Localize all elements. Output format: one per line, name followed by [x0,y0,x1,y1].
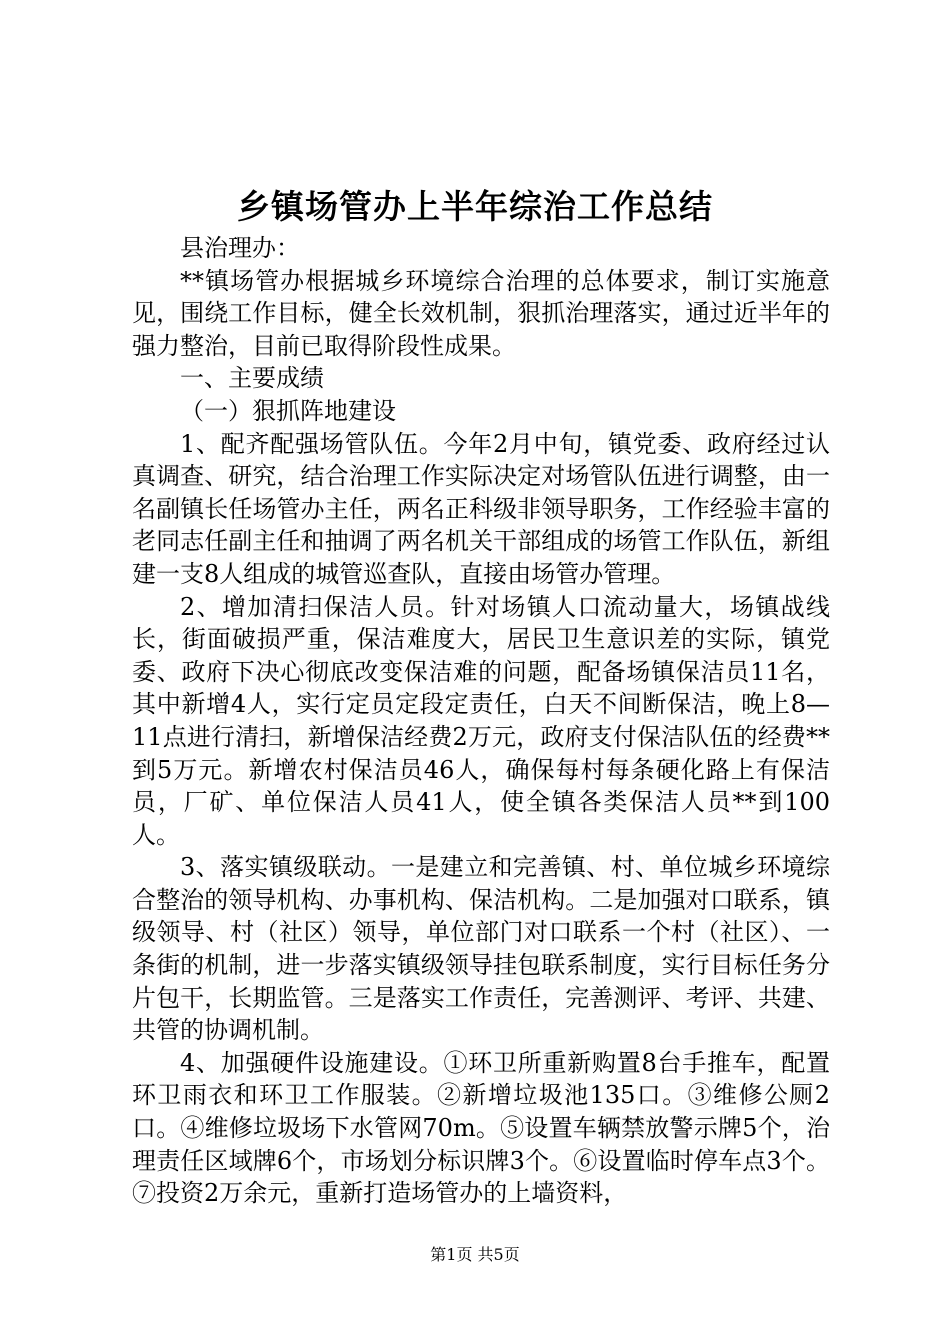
document-title: 乡镇场管办上半年综治工作总结 [237,187,713,226]
body-paragraph: 3、落实镇级联动。一是建立和完善镇、村、单位城乡环境综合整治的领导机构、办事机构、保洁机构。二是加强对口联系，镇级领导、村（社区）领导，单位部门对口联系一个村（社区）、一条街的机制，进一步落实镇级领导挂包联系制度，实行目标任务分片包干，长期监管。三是落实工作责任，完善测评、考评、共建、共管的协调机制。 [132,853,830,1045]
salutation: 县治理办： [180,234,300,262]
body-paragraph: 2、增加清扫保洁人员。针对场镇人口流动量大，场镇战线长，街面破损严重，保洁难度大，居民卫生意识差的实际，镇党委、政府下决心彻底改变保洁难的问题，配备场镇保洁员11名，其中新增4人，实行定员定段定责任，白天不间断保洁，晚上8—11点进行清扫，新增保洁经费2万元，政府支付保洁队伍的经费**到5万元。新增农村保洁员46人，确保每村每条硬化路上有保洁员，厂矿、单位保洁人员41人，使全镇各类保洁人员**到100人。 [132,592,830,849]
intro-paragraph: **镇场管办根据城乡环境综合治理的总体要求，制订实施意见，围绕工作目标，健全长效机制，狠抓治理落实，通过近半年的强力整治，目前已取得阶段性成果。 [132,266,830,360]
page-footer: 第1页 共5页 [430,1245,520,1264]
section-heading: 一、主要成绩 [180,364,324,393]
document-body [132,232,830,1210]
subsection-heading: （一）狠抓阵地建设 [180,396,396,425]
body-paragraph: 4、加强硬件设施建设。①环卫所重新购置8台手推车，配置环卫雨衣和环卫工作服装。②新增垃圾池135口。③维修公厕2口。④维修垃圾场下水管网70m。⑤设置车辆禁放警示牌5个，治理责任区域牌6个，市场划分标识牌3个。⑥设置临时停车点3个。⑦投资2万余元，重新打造场管办的上墙资料， [132,1048,830,1208]
body-paragraph: 1、配齐配强场管队伍。今年2月中旬，镇党委、政府经过认真调查、研究，结合治理工作实际决定对场管队伍进行调整，由一名副镇长任场管办主任，两名正科级非领导职务，工作经验丰富的老同志任副主任和抽调了两名机关干部组成的场管工作队伍，新组建一支8人组成的城管巡查队，直接由场管办管理。 [132,429,830,588]
